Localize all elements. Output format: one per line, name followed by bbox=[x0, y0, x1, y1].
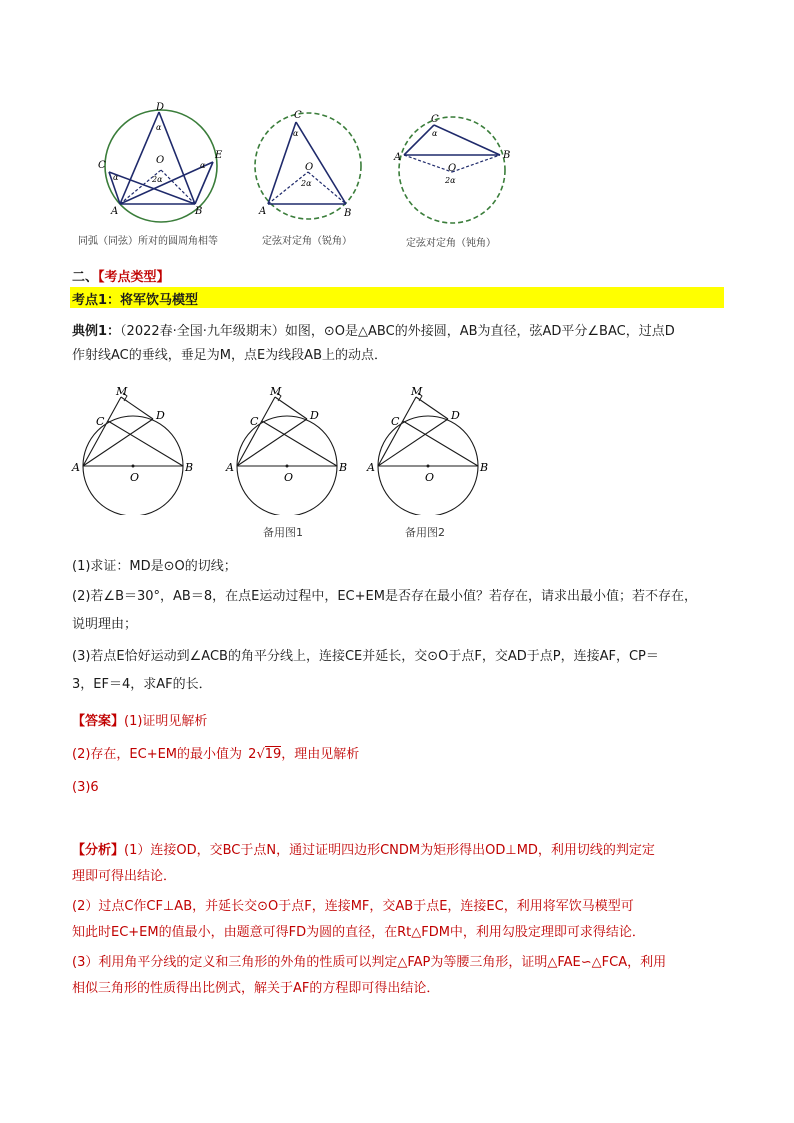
kaodian-label: 考点1：将军饮马模型 bbox=[72, 293, 199, 308]
sqrt-sign: √ bbox=[256, 747, 265, 762]
problem-figure-spare2 bbox=[363, 385, 488, 515]
caption-spare2: 备用图2 bbox=[405, 526, 445, 539]
analysis bbox=[72, 838, 724, 1002]
label-B: B bbox=[195, 206, 203, 217]
label-B: B bbox=[480, 461, 488, 474]
caption-fig2: 定弦对定角（锐角） bbox=[262, 236, 352, 247]
label-M: M bbox=[411, 385, 423, 398]
label-B: B bbox=[344, 208, 352, 219]
label-O: O bbox=[156, 155, 165, 166]
analysis-p3-line1: (3）利用角平分线的定义和三角形的外角的性质可以判定△FAP为等腰三角形，证明△FAE∽△FCA，利用 bbox=[72, 955, 667, 970]
analysis-p2-line2: 知此时EC+EM的值最小，由题意可得FD为圆的直径，在Rt△FDM中，利用勾股定理即可求得结论． bbox=[72, 925, 645, 940]
question-1: (1)求证：MD是⊙O的切线； bbox=[72, 559, 237, 574]
example-stem-line1: 如图，⊙O是△ABC的外接圆，AB为直径，弦AD平分∠BAC，过点D bbox=[284, 324, 675, 339]
answer-2-radicand: 19 bbox=[264, 747, 282, 762]
problem-figure-main bbox=[68, 385, 193, 515]
label-E: E bbox=[215, 150, 223, 161]
kaodian-highlight-bar bbox=[70, 287, 724, 308]
analysis-label: 【分析】 bbox=[72, 843, 125, 858]
label-O: O bbox=[305, 162, 314, 173]
label-C: C bbox=[431, 114, 439, 125]
angle-alpha-c: α bbox=[113, 173, 119, 182]
example-stem-line2: 作射线AC的垂线，垂足为M，点E为线段AB上的动点． bbox=[72, 348, 387, 363]
caption-fig1: 同弧（同弦）所对的圆周角相等 bbox=[78, 236, 218, 247]
questions bbox=[72, 553, 724, 699]
label-C: C bbox=[391, 415, 400, 428]
answer-line-1 bbox=[72, 712, 207, 732]
label-A: A bbox=[226, 461, 234, 474]
figure-inscribed-angles bbox=[95, 100, 245, 225]
label-A: A bbox=[259, 206, 267, 217]
label-O: O bbox=[448, 163, 457, 174]
label-O: O bbox=[425, 471, 435, 484]
caption-fig3: 定弦对定角（钝角） bbox=[406, 238, 496, 249]
section-heading: 二、【考点类型】 bbox=[72, 270, 170, 285]
angle-2alpha: 2α bbox=[445, 176, 456, 185]
label-D: D bbox=[310, 409, 319, 422]
label-A: A bbox=[111, 206, 119, 217]
answer-2-prefix: (2)存在，EC+EM的最小值为 bbox=[72, 747, 243, 762]
label-O: O bbox=[284, 471, 294, 484]
label-A: A bbox=[367, 461, 375, 474]
label-C: C bbox=[250, 415, 259, 428]
label-B: B bbox=[503, 150, 511, 161]
figure-obtuse-angle bbox=[390, 100, 520, 235]
analysis-p1-line1: (1）连接OD，交BC于点N，通过证明四边形CNDM为矩形得出OD⊥MD，利用切线的判定定 bbox=[124, 843, 655, 858]
figure-acute-angle bbox=[250, 100, 365, 225]
problem-figure-spare1 bbox=[222, 385, 347, 515]
angle-alpha-e: α bbox=[200, 161, 206, 170]
label-B: B bbox=[185, 461, 193, 474]
label-M: M bbox=[116, 385, 128, 398]
question-3-line1: (3)若点E恰好运动到∠ACB的角平分线上，连接CE并延长，交⊙O于点F，交AD于点P，连接AF，CP＝ bbox=[72, 649, 659, 664]
angle-2alpha: 2α bbox=[301, 179, 312, 188]
question-2-line2: 说明理由； bbox=[72, 617, 138, 632]
answer-line-3: (3)6 bbox=[72, 780, 99, 795]
answer-2-coefficient: 2 bbox=[248, 747, 257, 762]
answer-line-2 bbox=[72, 745, 359, 765]
question-3-line2: 3，EF＝4，求AF的长． bbox=[72, 677, 212, 692]
label-C: C bbox=[294, 110, 302, 121]
label-M: M bbox=[270, 385, 282, 398]
answer-1: (1)证明见解析 bbox=[124, 714, 208, 729]
example-label: 典例1： bbox=[72, 324, 121, 339]
analysis-p3-line2: 相似三角形的性质得出比例式，解关于AF的方程即可得出结论． bbox=[72, 981, 440, 996]
label-A: A bbox=[394, 152, 402, 163]
answer-label: 【答案】 bbox=[72, 714, 125, 729]
label-D: D bbox=[451, 409, 460, 422]
label-B: B bbox=[339, 461, 347, 474]
analysis-p2-line1: (2）过点C作CF⊥AB，并延长交⊙O于点F，连接MF，交AB于点E，连接EC，利用将军饮马模型可 bbox=[72, 899, 634, 914]
question-2-line1: (2)若∠B＝30°，AB＝8，在点E运动过程中，EC+EM是否存在最小值？若存在，请求出最小值；若不存在， bbox=[72, 589, 697, 604]
example-stem bbox=[72, 320, 724, 368]
angle-2alpha: 2α bbox=[152, 175, 163, 184]
angle-alpha-top: α bbox=[156, 123, 162, 132]
answer-2-suffix: ，理由见解析 bbox=[281, 747, 360, 762]
label-C: C bbox=[96, 415, 105, 428]
analysis-p1-line2: 理即可得出结论． bbox=[72, 869, 177, 884]
example-source: （2022春·全国·九年级期末） bbox=[120, 324, 285, 339]
label-A: A bbox=[72, 461, 80, 474]
angle-alpha: α bbox=[293, 129, 299, 138]
label-D: D bbox=[156, 102, 165, 113]
label-O: O bbox=[130, 471, 140, 484]
label-D: D bbox=[156, 409, 165, 422]
label-C: C bbox=[98, 160, 106, 171]
caption-spare1: 备用图1 bbox=[263, 526, 303, 539]
angle-alpha: α bbox=[432, 129, 438, 138]
